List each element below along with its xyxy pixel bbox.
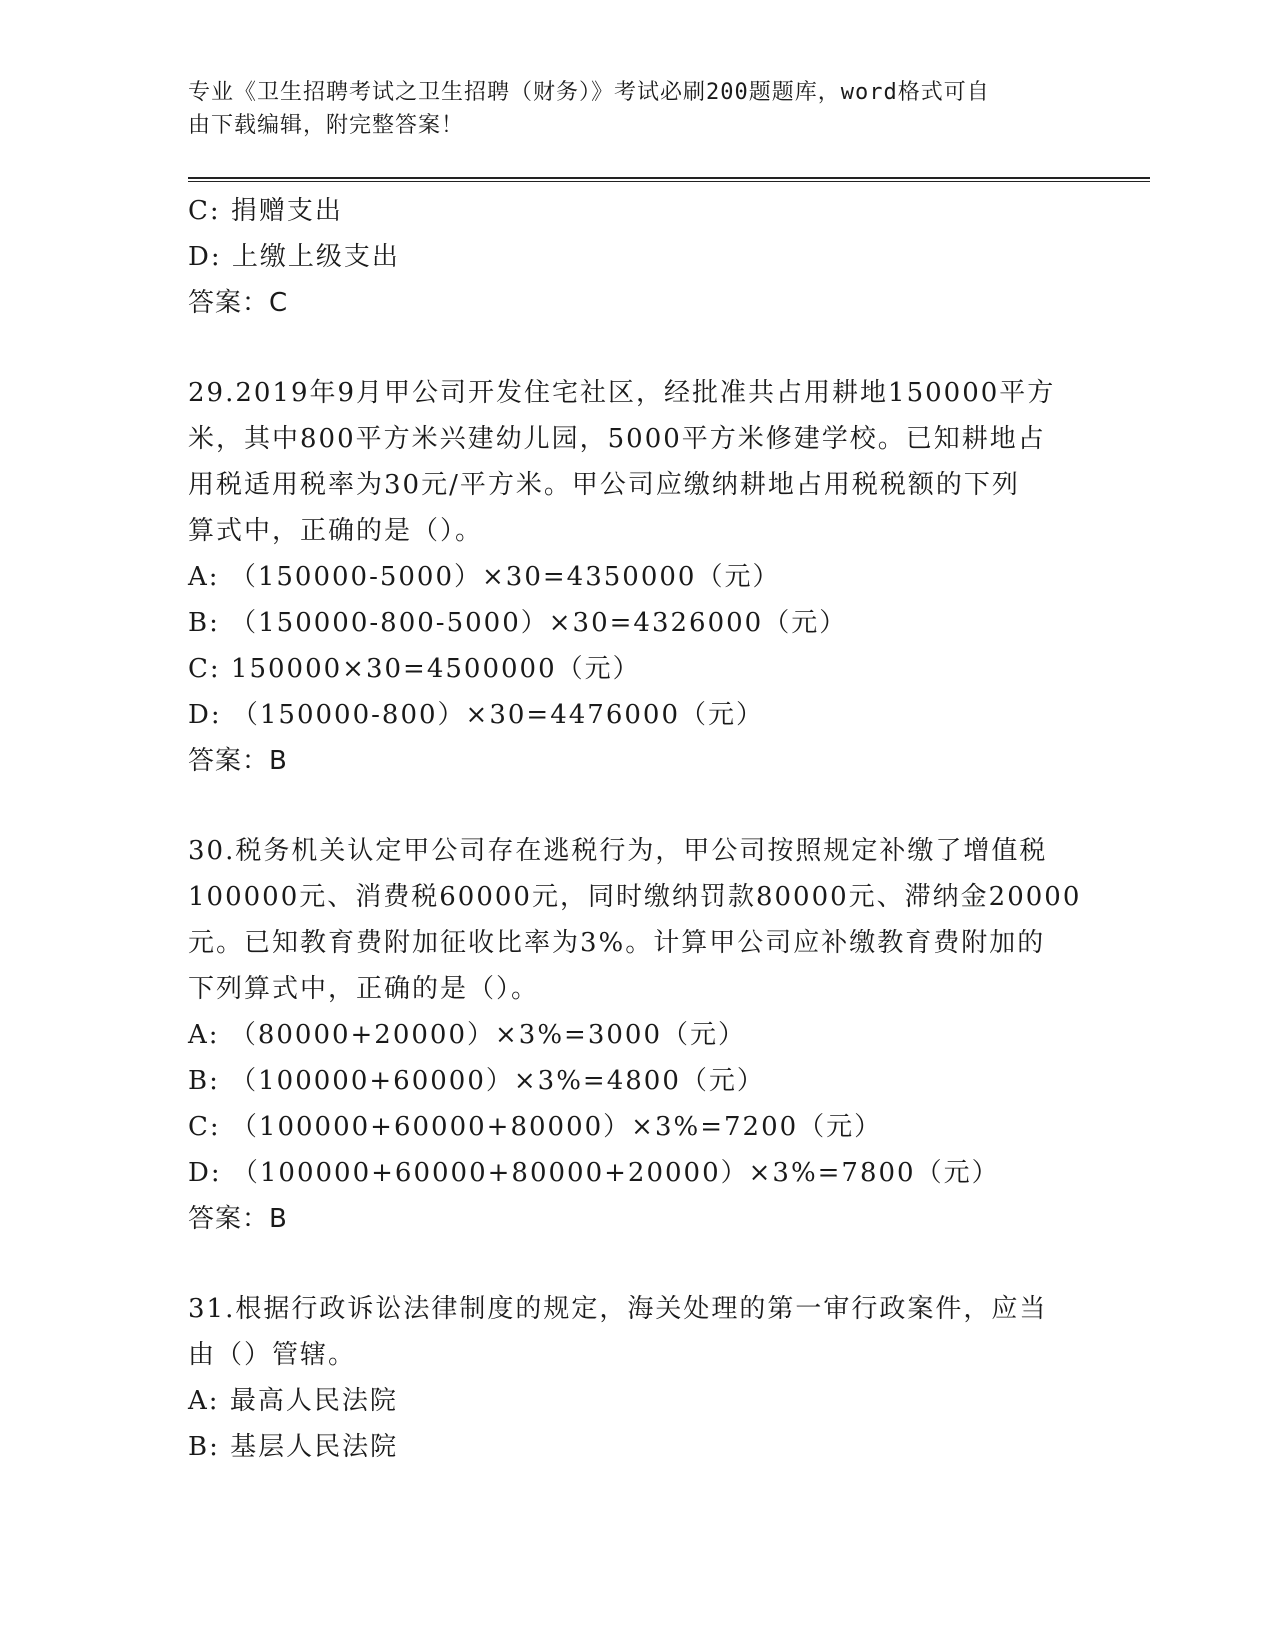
option-label: B: xyxy=(188,1432,220,1462)
question-30 xyxy=(188,828,1082,1242)
option-label: A: xyxy=(188,1386,220,1416)
question-stem-line: 29.2019年9月甲公司开发住宅社区，经批准共占用耕地150000平方 xyxy=(188,378,1056,408)
option-b xyxy=(188,600,1068,646)
option-d xyxy=(188,234,1068,280)
header-title-line-2: 由下载编辑，附完整答案！ xyxy=(188,113,465,138)
option-label: A: xyxy=(188,562,220,592)
option-label: C: xyxy=(188,1112,221,1142)
option-label: D: xyxy=(188,700,222,730)
option-a xyxy=(188,1378,1068,1424)
header-divider xyxy=(188,177,1150,182)
option-text: 基层人民法院 xyxy=(230,1432,399,1462)
option-d xyxy=(188,692,1068,738)
option-label: D: xyxy=(188,1158,222,1188)
question-stem-line: 米，其中800平方米兴建幼儿园，5000平方米修建学校。已知耕地占 xyxy=(188,424,1046,454)
option-label: D: xyxy=(188,242,222,272)
question-stem-line: 31.根据行政诉讼法律制度的规定，海关处理的第一审行政案件，应当 xyxy=(188,1294,1048,1324)
option-label: B: xyxy=(188,1066,220,1096)
document-header xyxy=(188,76,1068,142)
option-text: 最高人民法院 xyxy=(229,1386,398,1416)
question-29 xyxy=(188,370,1068,784)
answer-line: 答案：B xyxy=(188,1204,288,1234)
option-text: （150000-800）×30=4476000（元） xyxy=(231,700,764,730)
answer-line: 答案：B xyxy=(188,746,288,776)
option-label: B: xyxy=(188,608,220,638)
answer-line: 答案：C xyxy=(188,288,289,318)
option-text: （100000+60000+80000）×3%=7200（元） xyxy=(230,1112,883,1142)
option-c xyxy=(188,1104,1068,1150)
option-text: （100000+60000）×3%=4800（元） xyxy=(230,1066,765,1096)
option-text: 捐赠支出 xyxy=(230,196,343,226)
spacer xyxy=(188,1242,1068,1286)
header-title-line-1: 专业《卫生招聘考试之卫生招聘（财务）》考试必刷200题题库，word格式可自 xyxy=(188,80,990,105)
option-d xyxy=(188,1150,1068,1196)
option-text: 上缴上级支出 xyxy=(231,242,400,272)
option-b xyxy=(188,1058,1068,1104)
document-body xyxy=(188,188,1082,1470)
spacer xyxy=(188,326,1068,370)
question-stem-line: 元。已知教育费附加征收比率为3%。计算甲公司应补缴教育费附加的 xyxy=(188,928,1046,958)
option-text: （80000+20000）×3%=3000（元） xyxy=(229,1020,747,1050)
question-28-tail xyxy=(188,188,1068,326)
option-a xyxy=(188,554,1068,600)
option-text: 150000×30=4500000（元） xyxy=(230,654,641,684)
option-label: C: xyxy=(188,196,221,226)
option-b xyxy=(188,1424,1068,1470)
option-text: （150000-5000）×30=4350000（元） xyxy=(229,562,781,592)
question-stem-line: 100000元、消费税60000元，同时缴纳罚款80000元、滞纳金20000 xyxy=(188,882,1082,912)
question-stem-line: 用税适用税率为30元/平方米。甲公司应缴纳耕地占用税税额的下列 xyxy=(188,470,1020,500)
spacer xyxy=(188,784,1068,828)
option-label: C: xyxy=(188,654,221,684)
option-c xyxy=(188,188,1068,234)
option-c xyxy=(188,646,1068,692)
question-stem-line: 由（）管辖。 xyxy=(188,1340,357,1370)
option-a xyxy=(188,1012,1068,1058)
option-label: A: xyxy=(188,1020,220,1050)
option-text: （100000+60000+80000+20000）×3%=7800（元） xyxy=(231,1158,1000,1188)
question-31 xyxy=(188,1286,1068,1470)
question-stem-line: 算式中，正确的是（）。 xyxy=(188,516,484,546)
option-text: （150000-800-5000）×30=4326000（元） xyxy=(230,608,848,638)
question-stem-line: 下列算式中，正确的是（）。 xyxy=(188,974,540,1004)
question-stem-line: 30.税务机关认定甲公司存在逃税行为，甲公司按照规定补缴了增值税 xyxy=(188,836,1048,866)
